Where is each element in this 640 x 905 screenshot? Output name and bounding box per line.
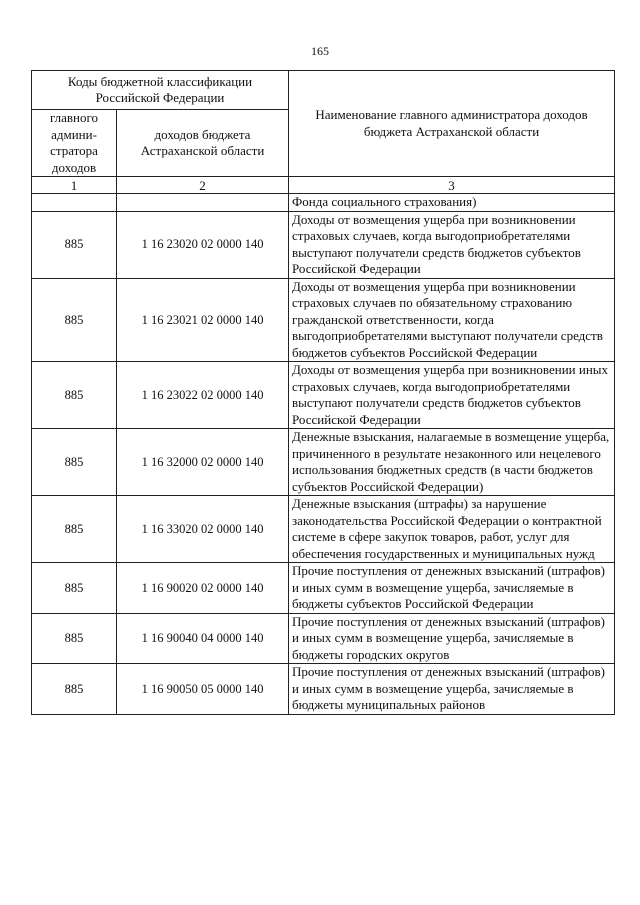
revenue-name-cell: Доходы от возмещения ущерба при возникновении страховых случаев, когда выгодоприобретателями выступают получатели средств бюджетов субъектов Российской Федерации	[289, 211, 615, 278]
revenue-code-cell: 1 16 23021 02 0000 140	[117, 278, 289, 362]
table-row	[32, 563, 615, 614]
column-numbers-row	[32, 177, 615, 194]
header-budget-codes: Коды бюджетной классификации Российской Федерации	[32, 71, 289, 110]
admin-code-cell: 885	[32, 496, 117, 563]
header-main-administrator: главного админи-стратора доходов	[32, 110, 117, 177]
page-number: 165	[311, 44, 329, 58]
header-administrator-name: Наименование главного администратора доходов бюджета Астраханской области	[289, 71, 615, 177]
revenue-name-cell: Денежные взыскания (штрафы) за нарушение законодательства Российской Федерации о контрактной системе в сфере закупок товаров, работ, услуг для обеспечения государственных и муниципальных нужд	[289, 496, 615, 563]
table-row	[32, 278, 615, 362]
column-number: 3	[289, 177, 615, 194]
revenue-name-cell: Денежные взыскания, налагаемые в возмещение ущерба, причиненного в результате незаконного или нецелевого использования бюджетных средств (в части бюджетов субъектов Российской Федерации)	[289, 429, 615, 496]
revenue-code-cell	[117, 194, 289, 212]
column-number: 1	[32, 177, 117, 194]
revenue-code-cell: 1 16 90020 02 0000 140	[117, 563, 289, 614]
admin-code-cell	[32, 194, 117, 212]
revenue-code-cell: 1 16 33020 02 0000 140	[117, 496, 289, 563]
table-body	[32, 194, 615, 715]
revenue-name-cell: Прочие поступления от денежных взысканий (штрафов) и иных сумм в возмещение ущерба, зачисляемые в бюджеты субъектов Российской Федерации	[289, 563, 615, 614]
revenue-code-cell: 1 16 90040 04 0000 140	[117, 613, 289, 664]
admin-code-cell: 885	[32, 613, 117, 664]
table-row	[32, 362, 615, 429]
admin-code-cell: 885	[32, 429, 117, 496]
admin-code-cell: 885	[32, 664, 117, 715]
table-row	[32, 211, 615, 278]
admin-code-cell: 885	[32, 362, 117, 429]
table-row	[32, 496, 615, 563]
column-number: 2	[117, 177, 289, 194]
revenue-code-cell: 1 16 23022 02 0000 140	[117, 362, 289, 429]
continuation-row	[32, 194, 615, 212]
revenue-name-cell: Прочие поступления от денежных взысканий (штрафов) и иных сумм в возмещение ущерба, зачисляемые в бюджеты городских округов	[289, 613, 615, 664]
revenue-name-cell: Доходы от возмещения ущерба при возникновении иных страховых случаев, когда выгодоприобретателями выступают получатели средств бюджетов субъектов Российской Федерации	[289, 362, 615, 429]
table-row	[32, 664, 615, 715]
budget-classification-table	[31, 70, 615, 715]
table-row	[32, 429, 615, 496]
header-revenue-code: доходов бюджета Астраханской области	[117, 110, 289, 177]
revenue-code-cell: 1 16 23020 02 0000 140	[117, 211, 289, 278]
revenue-code-cell: 1 16 32000 02 0000 140	[117, 429, 289, 496]
admin-code-cell: 885	[32, 563, 117, 614]
revenue-name-cell: Доходы от возмещения ущерба при возникновении страховых случаев по обязательному страхованию гражданской ответственности, когда выгодоприобретателями выступают получатели средств бюджетов субъектов Российской Федерации	[289, 278, 615, 362]
admin-code-cell: 885	[32, 278, 117, 362]
admin-code-cell: 885	[32, 211, 117, 278]
revenue-code-cell: 1 16 90050 05 0000 140	[117, 664, 289, 715]
revenue-name-cell: Прочие поступления от денежных взысканий (штрафов) и иных сумм в возмещение ущерба, зачисляемые в бюджеты муниципальных районов	[289, 664, 615, 715]
table-row	[32, 613, 615, 664]
table-header	[32, 71, 615, 194]
revenue-name-cell: Фонда социального страхования)	[289, 194, 615, 212]
